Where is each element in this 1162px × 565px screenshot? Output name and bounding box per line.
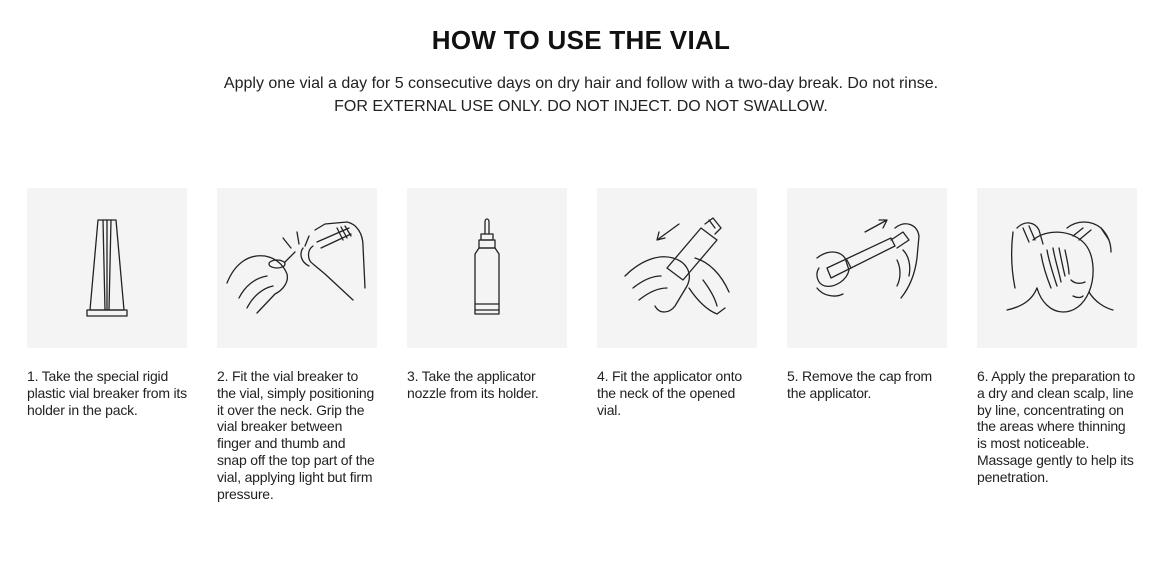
usage-instructions: Apply one vial a day for 5 consecutive days on dry hair and follow with a two-day break. Do not rinse. xyxy=(223,75,939,92)
intro-text xyxy=(0,72,1162,118)
step-2-illustration xyxy=(217,188,377,348)
step-4 xyxy=(597,188,757,418)
step-1-illustration xyxy=(27,188,187,348)
step-4-illustration xyxy=(597,188,757,348)
vial-breaker-icon xyxy=(27,188,187,348)
step-5 xyxy=(787,188,947,402)
snap-vial-hands-icon xyxy=(217,188,377,348)
step-3-illustration xyxy=(407,188,567,348)
applicator-nozzle-icon xyxy=(407,188,567,348)
page-title: HOW TO USE THE VIAL xyxy=(431,25,731,55)
step-4-text: 4. Fit the applicator onto the neck of the opened vial. xyxy=(597,368,742,418)
step-2-text: 2. Fit the vial breaker to the vial, simply positioning it over the neck. Grip the vial breaker between finger and thumb and snap off the top part of the vial, applying light but firm pressure. xyxy=(217,368,375,502)
step-5-text: 5. Remove the cap from the applicator. xyxy=(787,368,932,401)
step-6-text: 6. Apply the preparation to a dry and clean scalp, line by line, concentrating on the areas where thinning is most noticeable. Massage gently to help its penetration. xyxy=(977,368,1136,485)
step-2 xyxy=(217,188,377,502)
safety-warning: FOR EXTERNAL USE ONLY. DO NOT INJECT. DO NOT SWALLOW. xyxy=(334,98,828,115)
step-6 xyxy=(977,188,1137,486)
step-3 xyxy=(407,188,567,402)
step-1 xyxy=(27,188,187,418)
step-5-illustration xyxy=(787,188,947,348)
step-3-text: 3. Take the applicator nozzle from its holder. xyxy=(407,368,539,401)
fit-applicator-hands-icon xyxy=(597,188,757,348)
step-1-text: 1. Take the special rigid plastic vial breaker from its holder in the pack. xyxy=(27,368,187,418)
remove-cap-hands-icon xyxy=(787,188,947,348)
step-6-illustration xyxy=(977,188,1137,348)
apply-scalp-head-icon xyxy=(977,188,1137,348)
